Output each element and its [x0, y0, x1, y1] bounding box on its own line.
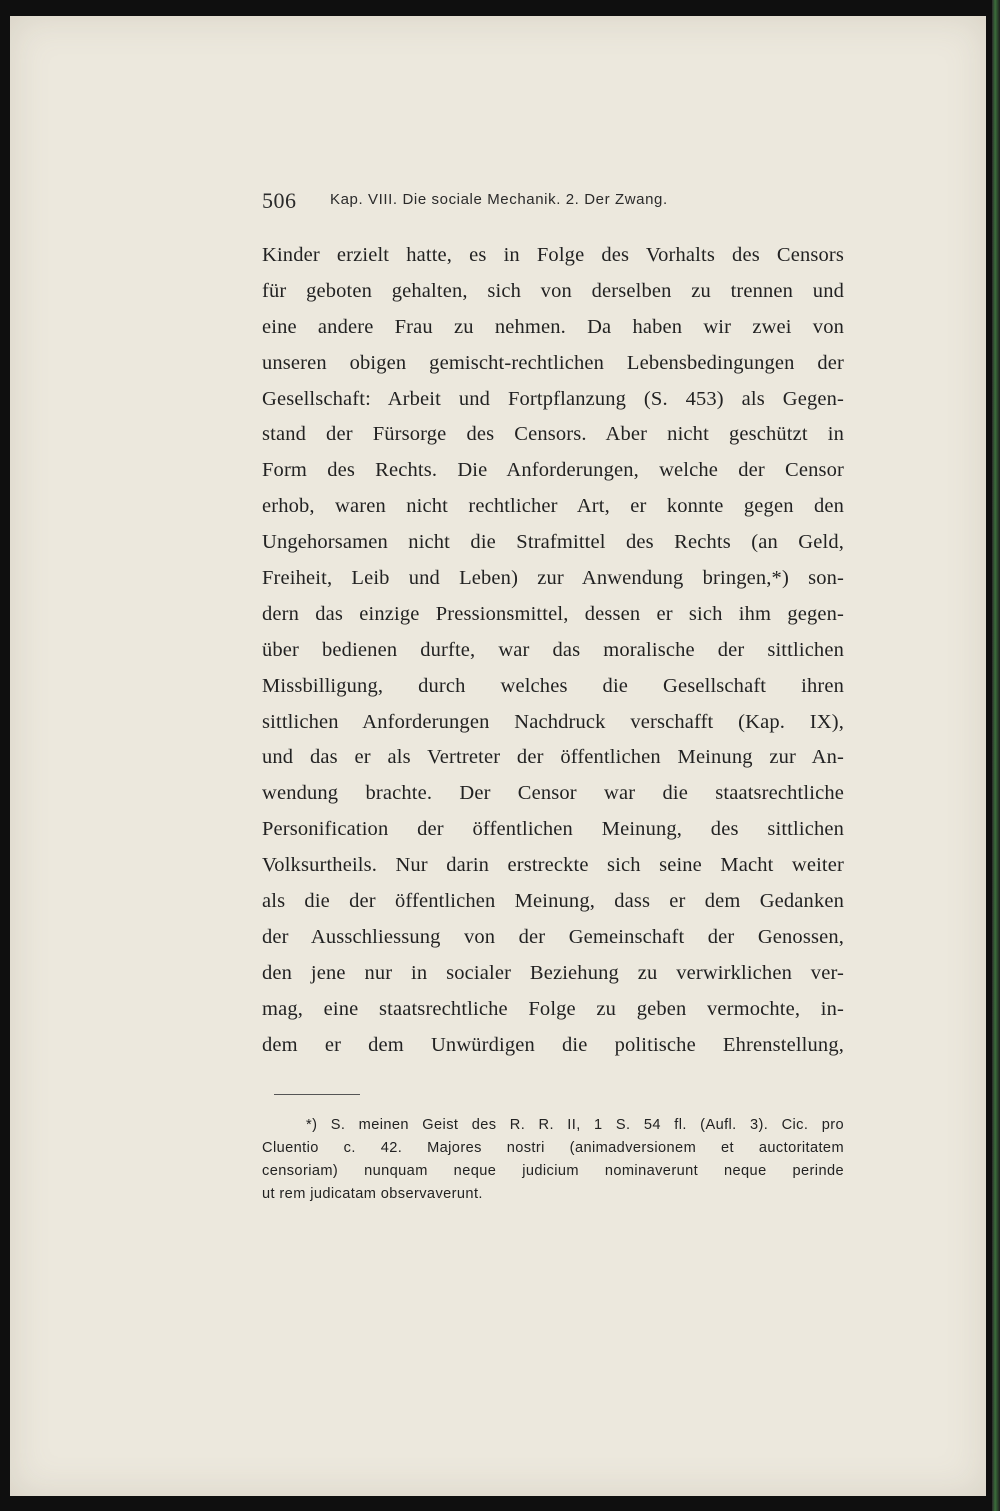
body-line: mag, eine staatsrechtliche Folge zu geben vermochte, in-	[262, 997, 844, 1020]
body-line: Gesellschaft: Arbeit und Fortpflanzung (S. 453) als Gegen-	[262, 387, 844, 410]
footnote-line: ut rem judicatam observaverunt.	[262, 1186, 483, 1202]
body-line: dem er dem Unwürdigen die politische Ehrenstellung,	[262, 1033, 844, 1056]
body-line: Kinder erzielt hatte, es in Folge des Vorhalts des Censors	[262, 244, 844, 266]
running-title: Kap. VIII. Die sociale Mechanik. 2. Der Zwang.	[330, 191, 668, 208]
page-number: 506	[262, 188, 297, 213]
body-line: über bedienen durfte, war das moralische der sittlichen	[262, 638, 844, 661]
body-line: und das er als Vertreter der öffentlichen Meinung zur An-	[262, 746, 844, 769]
body-line: Personification der öffentlichen Meinung, des sittlichen	[262, 818, 844, 841]
footnote-separator	[274, 1094, 360, 1095]
body-line: der Ausschliessung von der Gemeinschaft der Genossen,	[262, 925, 844, 948]
body-line: sittlichen Anforderungen Nachdruck verschafft (Kap. IX),	[262, 710, 844, 733]
body-line: Form des Rechts. Die Anforderungen, welche der Censor	[262, 459, 844, 482]
body-line: Missbilligung, durch welches die Gesellschaft ihren	[262, 674, 844, 697]
body-line: erhob, waren nicht rechtlicher Art, er konnte gegen den	[262, 495, 844, 518]
footnote	[262, 1114, 844, 1206]
footnote-line: censoriam) nunquam neque judicium nominaverunt neque perinde	[262, 1163, 844, 1179]
body-text	[262, 238, 844, 1063]
book-spine-edge	[992, 0, 1000, 1511]
body-line: den jene nur in socialer Beziehung zu verwirklichen ver-	[262, 961, 844, 984]
body-line: für geboten gehalten, sich von derselben zu trennen und	[262, 279, 844, 302]
body-line: unseren obigen gemischt-rechtlichen Lebensbedingungen der	[262, 351, 844, 374]
footnote-line: *) S. meinen Geist des R. R. II, 1 S. 54 fl. (Aufl. 3). Cic. pro	[306, 1117, 844, 1133]
footnote-line: Cluentio c. 42. Majores nostri (animadversionem et auctoritatem	[262, 1140, 844, 1156]
body-line: eine andere Frau zu nehmen. Da haben wir zwei von	[262, 315, 844, 338]
body-line: dern das einzige Pressionsmittel, dessen er sich ihm gegen-	[262, 602, 844, 625]
body-line: stand der Fürsorge des Censors. Aber nicht geschützt in	[262, 423, 844, 446]
body-line: als die der öffentlichen Meinung, dass er dem Gedanken	[262, 890, 844, 913]
body-line: Ungehorsamen nicht die Strafmittel des Rechts (an Geld,	[262, 531, 844, 554]
body-line: wendung brachte. Der Censor war die staatsrechtliche	[262, 782, 844, 805]
body-line: Freiheit, Leib und Leben) zur Anwendung bringen,*) son-	[262, 567, 844, 590]
page-header	[262, 178, 852, 214]
body-line: Volksurtheils. Nur darin erstreckte sich seine Macht weiter	[262, 854, 844, 877]
